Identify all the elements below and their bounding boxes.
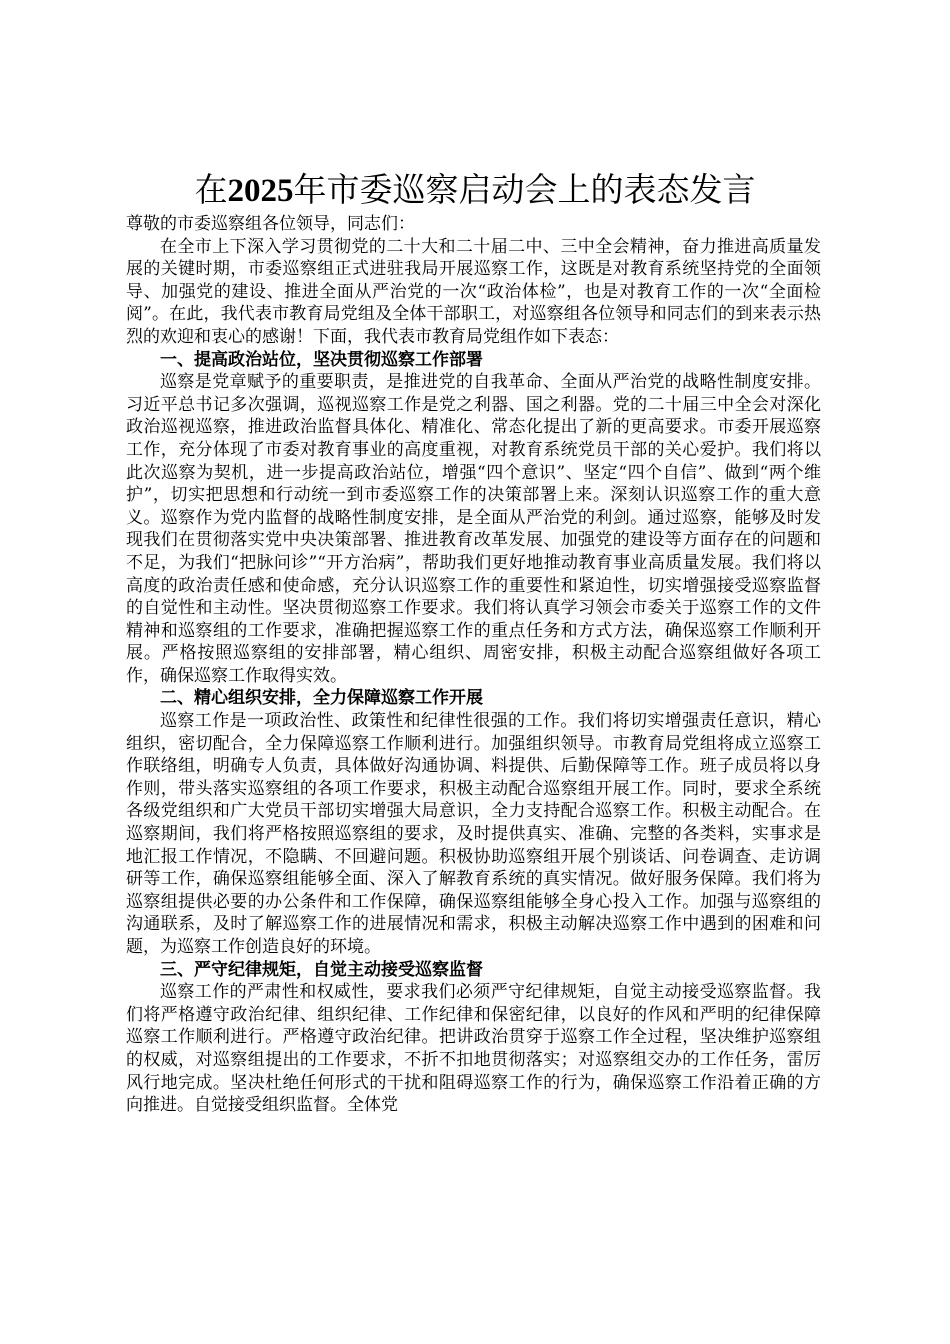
- section-heading-1: 一、提高政治站位，坚决贯彻巡察工作部署: [160, 349, 483, 370]
- paragraph-section-2: 巡察工作是一项政治性、政策性和纪律性很强的工作。我们将切实增强责任意识，精心组织，密切配合，全力保障巡察工作顺利进行。加强组织领导。市教育局党组将成立巡察工作联络组，明确专人负责，具体做好沟通协调、料提供、后勤保障等工作。班子成员将以身作则，带头落实巡察组的各项工作要求，积极主动配合巡察组开展工作。同时，要求全系统各级党组织和广大党员干部切实增强大局意识，全力支持配合巡察工作。积极主动配合。在巡察期间，我们将严格按照巡察组的要求，及时提供真实、准确、完整的各类料，实事求是地汇报工作情况，不隐瞒、不回避问题。积极协助巡察组开展个别谈话、问卷调查、走访调研等工作，确保巡察组能够全面、深入了解教育系统的真实情况。做好服务保障。我们将为巡察组提供必要的办公条件和工作保障，确保巡察组能够全身心投入工作。加强与巡察组的沟通联系，及时了解巡察工作的进展情况和需求，积极主动解决巡察工作中遇到的困难和问题，为巡察工作创造良好的环境。: [126, 711, 821, 957]
- section-heading-3: 三、严守纪律规矩，自觉主动接受巡察监督: [160, 959, 483, 980]
- document-body: [126, 213, 821, 1117]
- document-title: [0, 168, 950, 213]
- title-prefix: 在: [194, 170, 228, 209]
- title-year: 2025: [227, 173, 294, 209]
- title-suffix: 年市委巡察启动会上的表态发言: [293, 170, 756, 209]
- paragraph-section-1: 巡察是党章赋予的重要职责，是推进党的自我革命、全面从严治党的战略性制度安排。习近平总书记多次强调，巡视巡察工作是党之利器、国之利器。党的二十届三中全会对深化政治巡视巡察，推进政治监督具体化、精准化、常态化提出了新的更高要求。市委开展巡察工作，充分体现了市委对教育事业的高度重视，对教育系统党员干部的关心爱护。我们将以此次巡察为契机，进一步提高政治站位，增强“四个意识”、坚定“四个自信”、做到“两个维护”，切实把思想和行动统一到市委巡察工作的决策部署上来。深刻认识巡察工作的重大意义。巡察作为党内监督的战略性制度安排，是全面从严治党的利剑。通过巡察，能够及时发现我们在贯彻落实党中央决策部署、推进教育改革发展、加强党的建设等方面存在的问题和不足，为我们“把脉问诊”“开方治病”，帮助我们更好地推动教育事业高质量发展。我们将以高度的政治责任感和使命感，充分认识巡察工作的重要性和紧迫性，切实增强接受巡察监督的自觉性和主动性。坚决贯彻巡察工作要求。我们将认真学习领会市委关于巡察工作的文件精神和巡察组的工作要求，准确把握巡察工作的重点任务和方式方法，确保巡察工作顺利开展。严格按照巡察组的安排部署，精心组织、周密安排，积极主动配合巡察组做好各项工作，确保巡察工作取得实效。: [126, 372, 821, 686]
- paragraph-section-3: 巡察工作的严肃性和权威性，要求我们必须严守纪律规矩，自觉主动接受巡察监督。我们将严格遵守政治纪律、组织纪律、工作纪律和保密纪律，以良好的作风和严明的纪律保障巡察工作顺利进行。严格遵守政治纪律。把讲政治贯穿于巡察工作全过程，坚决维护巡察组的权威，对巡察组提出的工作要求，不折不扣地贯彻落实；对巡察组交办的工作任务，雷厉风行地完成。坚决杜绝任何形式的干扰和阻碍巡察工作的行为，确保巡察工作沿着正确的方向推进。自觉接受组织监督。全体党: [126, 982, 821, 1116]
- section-heading-2: 二、精心组织安排，全力保障巡察工作开展: [160, 688, 483, 709]
- paragraph-intro: 在全市上下深入学习贯彻党的二十大和二十届二中、三中全会精神，奋力推进高质量发展的关键时期，市委巡察组正式进驻我局开展巡察工作，这既是对教育系统坚持党的全面领导、加强党的建设、推进全面从严治党的一次“政治体检”，也是对教育工作的一次“全面检阅”。在此，我代表市教育局党组及全体干部职工，对巡察组各位领导和同志们的到来表示热烈的欢迎和衷心的感谢！下面，我代表市教育局党组作如下表态：: [126, 236, 821, 347]
- salutation: 尊敬的市委巡察组各位领导，同志们：: [126, 214, 415, 234]
